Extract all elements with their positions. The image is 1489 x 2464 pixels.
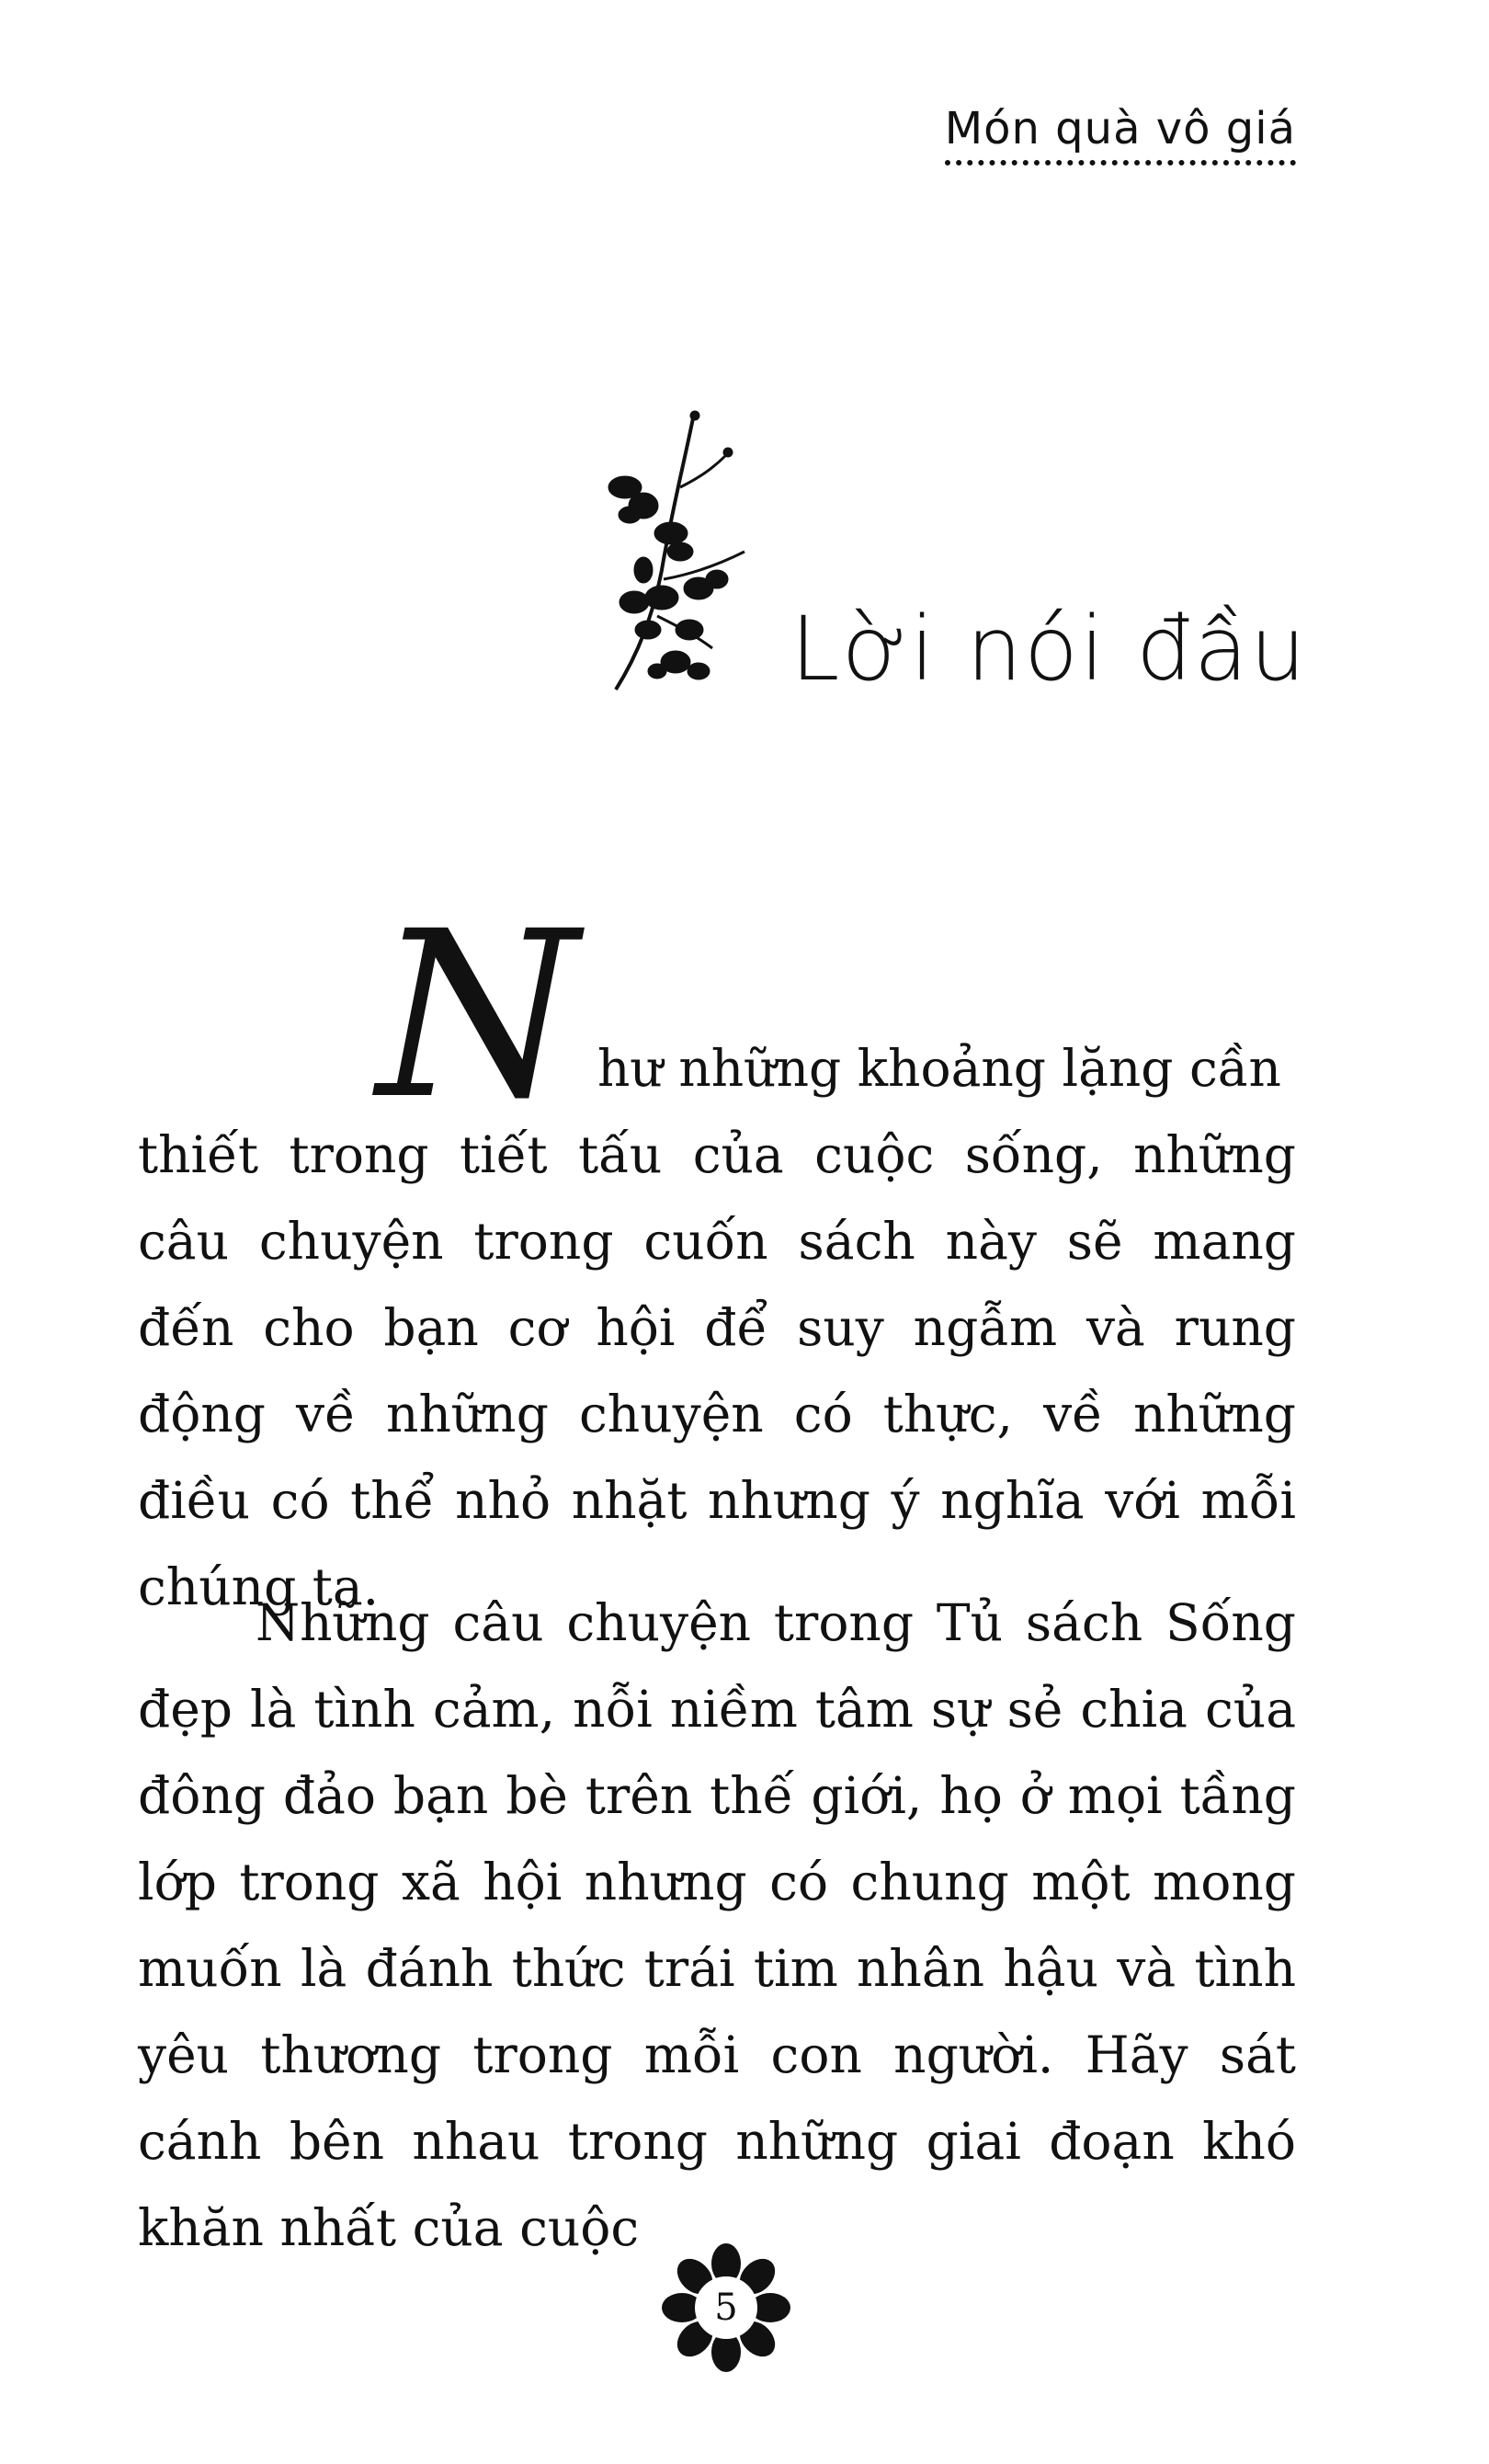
page-number: 5 bbox=[714, 2287, 738, 2329]
running-header: Món quà vô giá bbox=[945, 103, 1296, 165]
paragraph-1-first-line: hư những khoảng lặng cần bbox=[597, 1039, 1281, 1098]
paragraph-1-rest: thiết trong tiết tấu của cuộc sống, những câu chuyện trong cuốn sách này sẽ mang đến cho bạn cơ hội để suy ngẫm và rung động về những chuyện có thực, về những điều có thể nhỏ nhặt nhưng ý nghĩa với mỗi chúng ta. bbox=[138, 1125, 1296, 1616]
chapter-title: Lời nói đầu bbox=[790, 598, 1308, 701]
drop-cap: N bbox=[377, 882, 578, 1149]
paragraph-2: Những câu chuyện trong Tủ sách Sống đẹp là tình cảm, nỗi niềm tâm sự sẻ chia của đông đảo bạn bè trên thế giới, họ ở mọi tầng lớp trong xã hội nhưng có chung một mong muốn là đánh thức trái tim nhân hậu và tình yêu thương trong mỗi con người. Hãy sát cánh bên nhau trong những giai đoạn khó khăn nhất của cuộc bbox=[138, 1593, 1296, 2257]
orchid-branch-icon bbox=[607, 405, 790, 699]
paragraph-1 bbox=[138, 1025, 1296, 1630]
page-number-badge bbox=[662, 2243, 790, 2372]
